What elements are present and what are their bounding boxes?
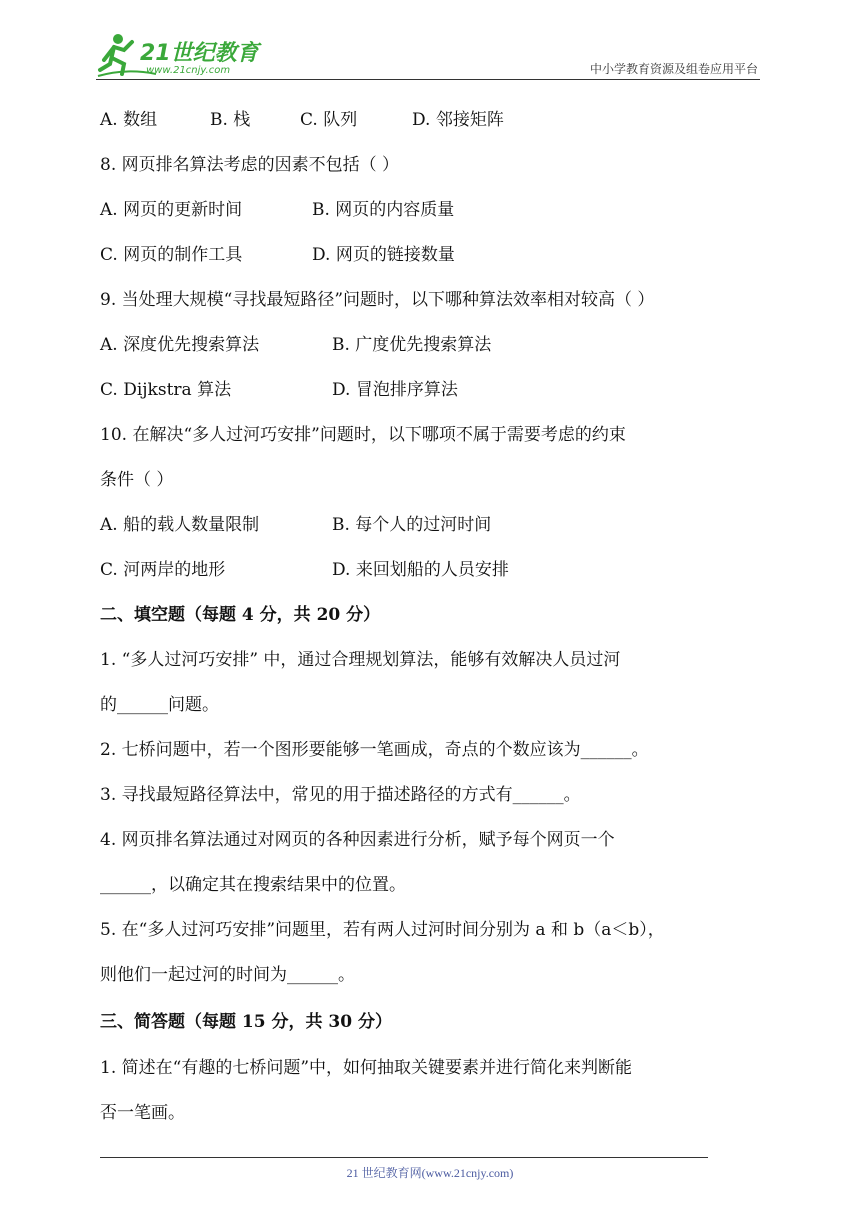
footer-text: 21 世纪教育网(www.21cnjy.com) bbox=[346, 1166, 514, 1180]
q9-stem: 9. 当处理大规模“寻找最短路径”问题时，以下哪种算法效率相对较高（ ） bbox=[100, 290, 655, 310]
s2-q3: 3. 寻找最短路径算法中，常见的用于描述路径的方式有______。 bbox=[100, 785, 581, 805]
s3-q1-line2: 否一笔画。 bbox=[100, 1103, 185, 1123]
q10-options-row2 bbox=[100, 550, 765, 590]
q9-options-row2 bbox=[100, 370, 765, 410]
section2-title: 二、填空题（每题 4 分，共 20 分） bbox=[100, 605, 381, 625]
q9-option-b: B. 广度优先搜索算法 bbox=[332, 335, 492, 355]
q10-option-d: D. 来回划船的人员安排 bbox=[332, 560, 509, 580]
q7-option-a: A. 数组 bbox=[100, 110, 158, 130]
q9-options-row1 bbox=[100, 325, 765, 365]
footer-divider bbox=[100, 1157, 708, 1158]
q7-option-d: D. 邻接矩阵 bbox=[412, 110, 504, 130]
q8-option-d: D. 网页的链接数量 bbox=[312, 245, 455, 265]
q8-option-c: C. 网页的制作工具 bbox=[100, 245, 243, 265]
q8-option-b: B. 网页的内容质量 bbox=[312, 200, 455, 220]
q9-option-d: D. 冒泡排序算法 bbox=[332, 380, 458, 400]
page-header bbox=[96, 30, 760, 80]
q9-option-c: C. Dijkstra 算法 bbox=[100, 380, 232, 400]
q7-options bbox=[100, 100, 765, 140]
s2-q5-line2: 则他们一起过河的时间为______。 bbox=[100, 965, 355, 985]
q10-option-a: A. 船的载人数量限制 bbox=[100, 515, 260, 535]
q10-stem-line2: 条件（ ） bbox=[100, 470, 174, 490]
q9-option-a: A. 深度优先搜索算法 bbox=[100, 335, 260, 355]
q10-options-row1 bbox=[100, 505, 765, 545]
logo-main-text: 21世纪教育 bbox=[140, 41, 259, 66]
q8-stem: 8. 网页排名算法考虑的因素不包括（ ） bbox=[100, 155, 400, 175]
platform-text: 中小学教育资源及组卷应用平台 bbox=[589, 62, 758, 76]
s3-q1-line1: 1. 简述在“有趣的七桥问题”中，如何抽取关键要素并进行简化来判断能 bbox=[100, 1058, 633, 1078]
logo bbox=[96, 30, 266, 78]
q10-stem-line1: 10. 在解决“多人过河巧安排”问题时，以下哪项不属于需要考虑的约束 bbox=[100, 425, 626, 445]
q7-option-b: B. 栈 bbox=[210, 110, 251, 130]
section3-title: 三、简答题（每题 15 分，共 30 分） bbox=[100, 1012, 392, 1032]
header-divider bbox=[96, 79, 760, 80]
s2-q1-line2: 的______问题。 bbox=[100, 695, 219, 715]
logo-url-text: www.21cnjy.com bbox=[146, 65, 231, 76]
q8-options-row1 bbox=[100, 190, 765, 230]
s2-q1-line1: 1. “多人过河巧安排” 中，通过合理规划算法，能够有效解决人员过河 bbox=[100, 650, 621, 670]
q8-options-row2 bbox=[100, 235, 765, 275]
q8-option-a: A. 网页的更新时间 bbox=[100, 200, 243, 220]
q10-option-c: C. 河两岸的地形 bbox=[100, 560, 226, 580]
s2-q4-line1: 4. 网页排名算法通过对网页的各种因素进行分析，赋予每个网页一个 bbox=[100, 830, 615, 850]
q10-option-b: B. 每个人的过河时间 bbox=[332, 515, 492, 535]
s2-q5-line1: 5. 在“多人过河巧安排”问题里，若有两人过河时间分别为 a 和 b（a＜b）， bbox=[100, 920, 665, 940]
s2-q4-line2: ______，以确定其在搜索结果中的位置。 bbox=[100, 875, 406, 895]
s2-q2: 2. 七桥问题中，若一个图形要能够一笔画成，奇点的个数应该为______。 bbox=[100, 740, 649, 760]
q7-option-c: C. 队列 bbox=[300, 110, 358, 130]
